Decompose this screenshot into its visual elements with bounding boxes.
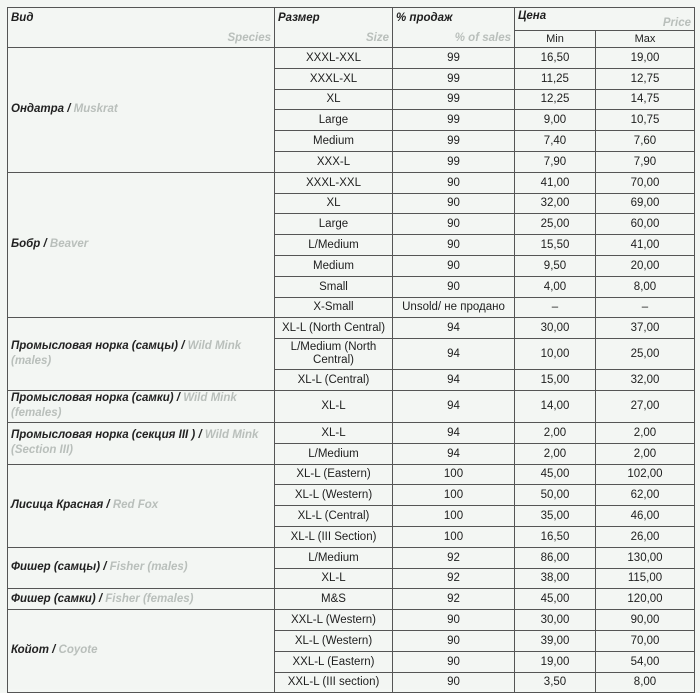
min-price-cell: – — [515, 297, 596, 318]
size-cell: L/Medium — [275, 547, 393, 568]
table-row — [8, 589, 695, 610]
species-name-ru: Лисица Красная — [11, 498, 104, 511]
sales-cell: 94 — [393, 370, 515, 391]
min-price-cell: 12,25 — [515, 89, 596, 110]
species-name-ru: Ондатра — [11, 103, 65, 116]
species-name-ru: Фишер (самцы) — [11, 561, 101, 574]
max-price-cell: 90,00 — [596, 610, 695, 631]
species-separator: / — [100, 561, 110, 574]
size-cell: XXXL-XXL — [275, 48, 393, 69]
species-name-en: Wild Mink (females) — [11, 391, 237, 420]
max-price-cell: 10,75 — [596, 110, 695, 131]
sales-cell: 90 — [393, 255, 515, 276]
size-cell: M&S — [275, 589, 393, 610]
max-price-cell: 41,00 — [596, 235, 695, 256]
size-cell: Small — [275, 276, 393, 297]
species-cell — [8, 318, 275, 391]
min-price-cell: 38,00 — [515, 568, 596, 589]
species-separator: / — [173, 391, 184, 404]
species-header-ru: Вид — [11, 12, 34, 24]
species-name-ru: Промысловая норка (секция III ) — [11, 428, 196, 441]
min-price-cell: 16,50 — [515, 48, 596, 69]
header-row — [8, 8, 695, 31]
size-cell: XL-L (Eastern) — [275, 464, 393, 485]
species-name-en: Fisher (males) — [109, 561, 188, 574]
min-price-cell: 41,00 — [515, 172, 596, 193]
sales-cell: 92 — [393, 589, 515, 610]
fur-price-table — [7, 7, 695, 693]
max-price-cell: 8,00 — [596, 276, 695, 297]
sales-cell: 99 — [393, 89, 515, 110]
min-price-cell: 39,00 — [515, 630, 596, 651]
species-name-ru: Промысловая норка (самки) — [11, 391, 174, 404]
size-cell: L/Medium — [275, 235, 393, 256]
table-row — [8, 390, 695, 422]
min-price-cell: 25,00 — [515, 214, 596, 235]
price-header-ru: Цена — [518, 10, 547, 22]
max-price-cell: 130,00 — [596, 547, 695, 568]
size-cell: XL-L (North Central) — [275, 318, 393, 339]
max-price-cell: 46,00 — [596, 506, 695, 527]
size-cell: XL-L (Western) — [275, 630, 393, 651]
size-cell: XL-L (III Section) — [275, 526, 393, 547]
species-name-en: Muskrat — [73, 103, 118, 116]
sales-cell: 99 — [393, 48, 515, 69]
max-price-cell: 32,00 — [596, 370, 695, 391]
species-name-en: Coyote — [58, 644, 98, 657]
min-price-cell: 9,00 — [515, 110, 596, 131]
sales-cell: 100 — [393, 464, 515, 485]
max-price-cell: 25,00 — [596, 339, 695, 370]
species-name-en: Wild Mink (males) — [11, 339, 242, 368]
max-price-cell: 54,00 — [596, 651, 695, 672]
max-price-cell: 69,00 — [596, 193, 695, 214]
min-price-cell: 16,50 — [515, 526, 596, 547]
sales-cell: 90 — [393, 651, 515, 672]
size-cell: XXL-L (Eastern) — [275, 651, 393, 672]
sales-cell: 92 — [393, 568, 515, 589]
min-price-cell: 32,00 — [515, 193, 596, 214]
species-header-en: Species — [227, 32, 271, 44]
max-price-cell: 19,00 — [596, 48, 695, 69]
sales-cell: 99 — [393, 151, 515, 172]
size-header-ru: Размер — [278, 12, 320, 24]
min-price-cell: 11,25 — [515, 68, 596, 89]
species-name-ru: Бобр — [11, 238, 41, 251]
sales-cell: 90 — [393, 235, 515, 256]
min-price-cell: 7,40 — [515, 131, 596, 152]
min-price-cell: 45,00 — [515, 464, 596, 485]
max-price-cell: 37,00 — [596, 318, 695, 339]
max-price-cell: 70,00 — [596, 172, 695, 193]
sales-cell: 94 — [393, 422, 515, 443]
sales-cell: 90 — [393, 610, 515, 631]
max-header: Max — [596, 31, 695, 48]
min-price-cell: 15,50 — [515, 235, 596, 256]
species-cell — [8, 48, 275, 173]
min-price-cell: 10,00 — [515, 339, 596, 370]
table-row — [8, 547, 695, 568]
max-price-cell: 7,90 — [596, 151, 695, 172]
sales-cell: 99 — [393, 68, 515, 89]
table-body — [8, 48, 695, 693]
size-cell: XL-L (Western) — [275, 485, 393, 506]
max-price-cell: – — [596, 297, 695, 318]
max-price-cell: 2,00 — [596, 422, 695, 443]
sales-cell: 90 — [393, 672, 515, 693]
sales-cell: 90 — [393, 193, 515, 214]
species-separator: / — [103, 498, 113, 511]
sales-cell: 100 — [393, 506, 515, 527]
max-price-cell: 7,60 — [596, 131, 695, 152]
size-cell: Large — [275, 214, 393, 235]
max-price-cell: 70,00 — [596, 630, 695, 651]
sales-header — [393, 8, 515, 48]
min-header: Min — [515, 31, 596, 48]
size-cell: XL-L — [275, 422, 393, 443]
table-row — [8, 610, 695, 631]
min-price-cell: 2,00 — [515, 443, 596, 464]
species-name-ru: Фишер (самки) — [11, 592, 96, 605]
size-cell: XXL-L (III section) — [275, 672, 393, 693]
species-name-ru: Койот — [11, 644, 49, 657]
max-price-cell: 14,75 — [596, 89, 695, 110]
max-price-cell: 20,00 — [596, 255, 695, 276]
species-cell — [8, 547, 275, 589]
size-cell: XXX-L — [275, 151, 393, 172]
price-header — [515, 8, 695, 31]
size-cell: Large — [275, 110, 393, 131]
sales-cell: 94 — [393, 443, 515, 464]
species-separator: / — [195, 428, 205, 441]
size-cell: XL — [275, 89, 393, 110]
table-row — [8, 172, 695, 193]
min-price-cell: 35,00 — [515, 506, 596, 527]
size-header-en: Size — [365, 32, 389, 44]
size-cell: L/Medium — [275, 443, 393, 464]
size-cell: XL — [275, 193, 393, 214]
table-row — [8, 464, 695, 485]
sales-cell: 100 — [393, 485, 515, 506]
max-price-cell: 8,00 — [596, 672, 695, 693]
sales-cell: 94 — [393, 390, 515, 422]
species-separator: / — [95, 592, 106, 605]
min-price-cell: 45,00 — [515, 589, 596, 610]
max-price-cell: 60,00 — [596, 214, 695, 235]
max-price-cell: 120,00 — [596, 589, 695, 610]
sales-cell: 94 — [393, 318, 515, 339]
size-cell: Medium — [275, 131, 393, 152]
max-price-cell: 115,00 — [596, 568, 695, 589]
min-price-cell: 30,00 — [515, 318, 596, 339]
sales-cell: 99 — [393, 131, 515, 152]
species-cell — [8, 422, 275, 464]
species-cell — [8, 589, 275, 610]
species-separator: / — [64, 103, 74, 116]
price-header-en: Price — [662, 17, 691, 29]
size-cell: XL-L — [275, 390, 393, 422]
species-name-en: Fisher (females) — [105, 592, 194, 605]
species-cell — [8, 610, 275, 693]
min-price-cell: 50,00 — [515, 485, 596, 506]
table-row — [8, 422, 695, 443]
min-price-cell: 30,00 — [515, 610, 596, 631]
size-cell: X-Small — [275, 297, 393, 318]
size-cell: XXL-L (Western) — [275, 610, 393, 631]
min-price-cell: 14,00 — [515, 390, 596, 422]
max-price-cell: 26,00 — [596, 526, 695, 547]
max-price-cell: 27,00 — [596, 390, 695, 422]
sales-cell: 92 — [393, 547, 515, 568]
table-row — [8, 48, 695, 69]
species-name-en: Wild Mink (Section III) — [11, 428, 259, 457]
species-header — [8, 8, 275, 48]
min-price-cell: 3,50 — [515, 672, 596, 693]
min-price-cell: 4,00 — [515, 276, 596, 297]
min-price-cell: 86,00 — [515, 547, 596, 568]
sales-header-ru: % продаж — [396, 12, 453, 24]
size-cell: XL-L (Central) — [275, 370, 393, 391]
max-price-cell: 62,00 — [596, 485, 695, 506]
min-price-cell: 15,00 — [515, 370, 596, 391]
min-price-cell: 7,90 — [515, 151, 596, 172]
size-header — [275, 8, 393, 48]
sales-cell: Unsold/ не продано — [393, 297, 515, 318]
min-price-cell: 9,50 — [515, 255, 596, 276]
max-price-cell: 12,75 — [596, 68, 695, 89]
min-price-cell: 2,00 — [515, 422, 596, 443]
size-cell: XXXL-XL — [275, 68, 393, 89]
species-name-en: Beaver — [49, 238, 89, 251]
size-cell: Medium — [275, 255, 393, 276]
sales-cell: 94 — [393, 339, 515, 370]
species-cell — [8, 464, 275, 547]
sales-cell: 99 — [393, 110, 515, 131]
size-cell: XXXL-XXL — [275, 172, 393, 193]
max-price-cell: 2,00 — [596, 443, 695, 464]
sales-cell: 90 — [393, 214, 515, 235]
species-separator: / — [178, 339, 188, 352]
min-price-cell: 19,00 — [515, 651, 596, 672]
sales-header-en: % of sales — [454, 32, 511, 44]
table-row — [8, 318, 695, 339]
sales-cell: 90 — [393, 630, 515, 651]
species-name-en: Red Fox — [112, 498, 159, 511]
max-price-cell: 102,00 — [596, 464, 695, 485]
size-cell: XL-L (Central) — [275, 506, 393, 527]
size-cell: XL-L — [275, 568, 393, 589]
sales-cell: 100 — [393, 526, 515, 547]
species-separator: / — [48, 644, 59, 657]
size-cell: L/Medium (North Central) — [275, 339, 393, 370]
sales-cell: 90 — [393, 172, 515, 193]
species-cell — [8, 172, 275, 318]
sales-cell: 90 — [393, 276, 515, 297]
species-separator: / — [40, 238, 50, 251]
species-cell — [8, 390, 275, 422]
species-name-ru: Промысловая норка (самцы) — [11, 339, 178, 352]
